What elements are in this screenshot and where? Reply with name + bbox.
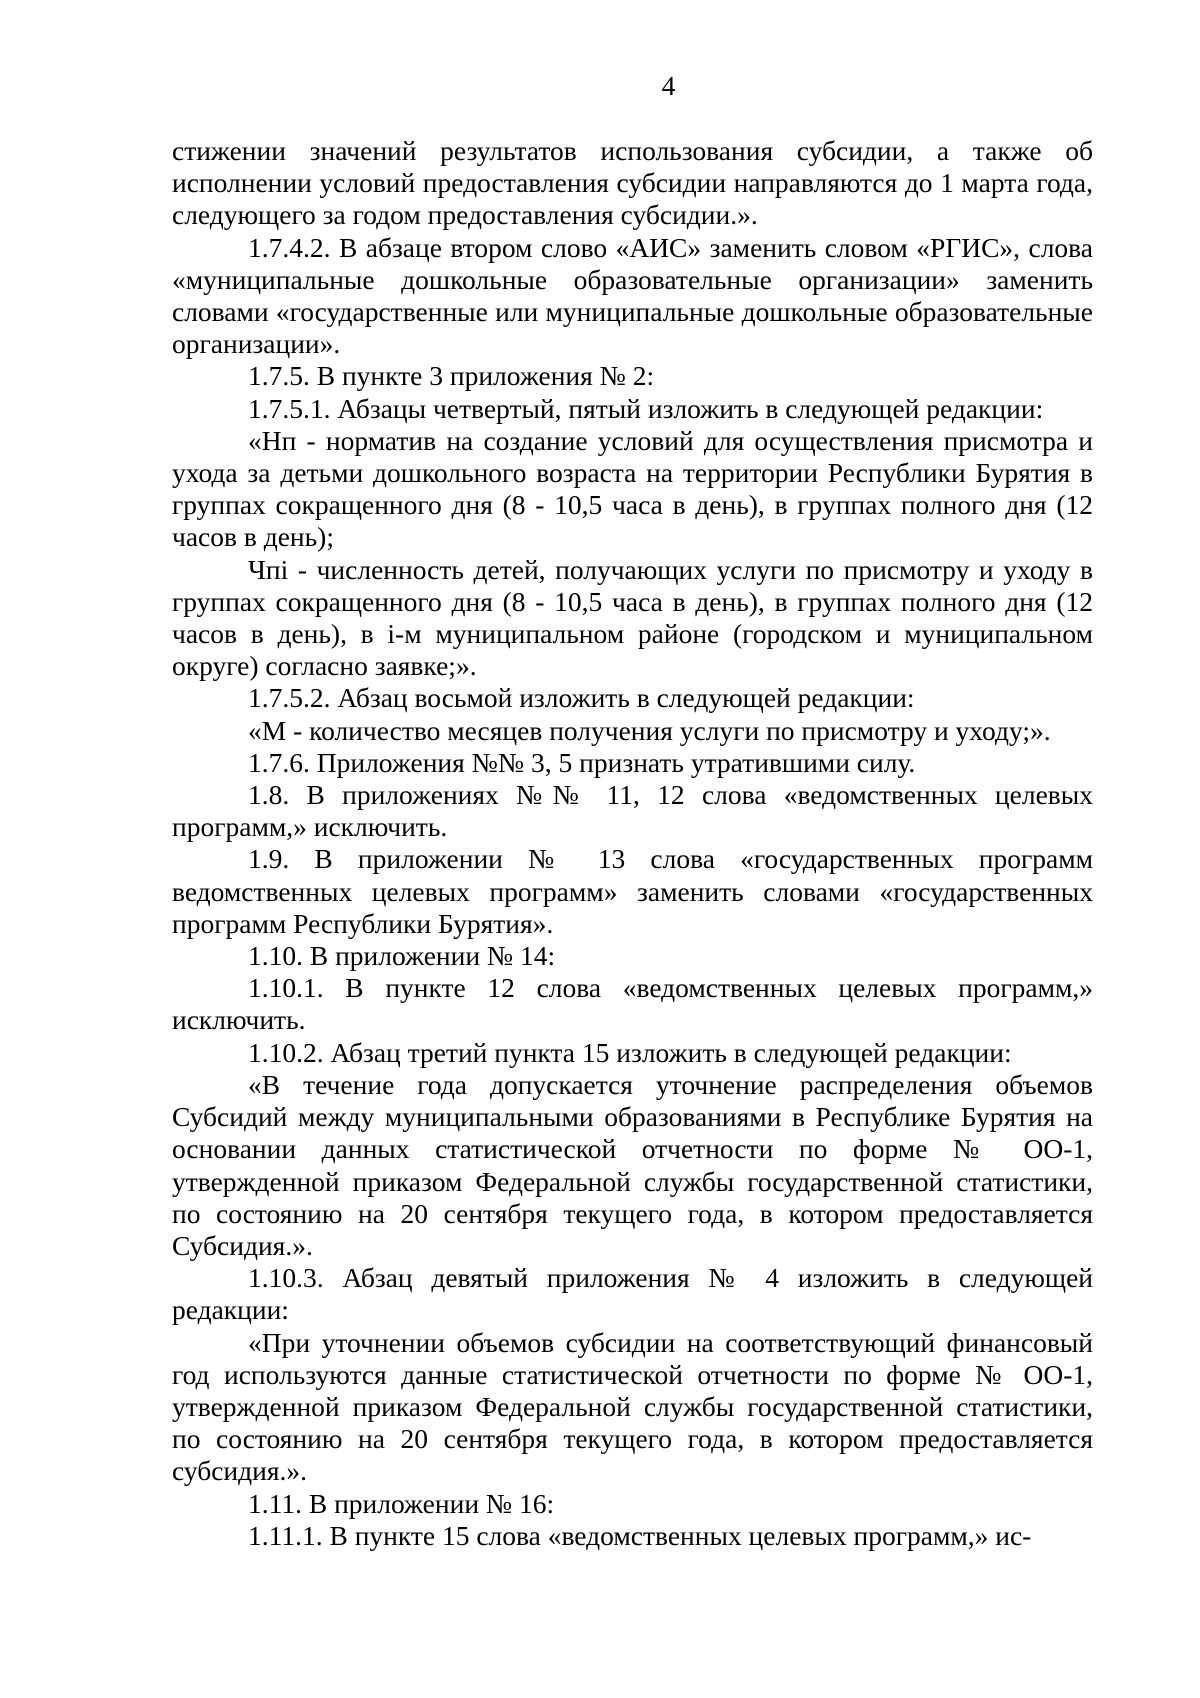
paragraph-1-11-1: 1.11.1. В пункте 15 слова «ведомственных целевых программ,» ис-: [248, 1519, 1032, 1551]
paragraph-1-7-5: 1.7.5. В пункте 3 приложения № 2:: [248, 360, 655, 392]
paragraph-quote-np: «Нп - норматив на создание условий для осуществления присмотра и ухода за детьми дошкольного возраста на территории Республики Бурятия в группах сокращенного дня (8 - 10,5 часа в день), в группах полного дня (12 часов в день);: [172, 424, 1093, 553]
document-body: [172, 135, 1093, 1552]
paragraph-quote-chpi: Чпi - численность детей, получающих услуги по присмотру и уходу в группах сокращенного дня (8 - 10,5 часа в день), в группах полного дня (12 часов в день), в i-м муниципальном районе (городском и муниципальном округе) согласно заявке;».: [172, 553, 1093, 682]
paragraph-1-7-4-2: 1.7.4.2. В абзаце втором слово «АИС» заменить словом «РГИС», слова «муниципальные дошкольные образовательные организации» заменить словами «государственные или муниципальные дошкольные образовательные организации».: [172, 231, 1093, 360]
paragraph-1-10-1: 1.10.1. В пункте 12 слова «ведомственных целевых программ,» исключить.: [172, 972, 1093, 1036]
paragraph-quote-subsidy-distribution: «В течение года допускается уточнение распределения объемов Субсидий между муниципальными образованиями в Республике Бурятия на основании данных статистической отчетности по форме № ОО-1, утвержденной приказом Федеральной службы государственной статистики, по состоянию на 20 сентября текущего года, в котором предоставляется Субсидия.».: [172, 1068, 1093, 1261]
page-number: 4: [661, 70, 676, 101]
paragraph-1-10: 1.10. В приложении № 14:: [248, 940, 556, 972]
paragraph-1-8: 1.8. В приложениях №№ 11, 12 слова «ведомственных целевых программ,» исключить.: [172, 779, 1093, 843]
paragraph-quote-subsidy-clarification: «При уточнении объемов субсидии на соответствующий финансовый год используются данные статистической отчетности по форме № ОО-1, утвержденной приказом Федеральной службы государственной статистики, по состоянию на 20 сентября текущего года, в котором предоставляется субсидия.».: [172, 1326, 1093, 1487]
paragraph-1-7-5-1: 1.7.5.1. Абзацы четвертый, пятый изложить в следующей редакции:: [248, 392, 1044, 424]
paragraph-1-10-3: 1.10.3. Абзац девятый приложения № 4 изложить в следующей редакции:: [172, 1262, 1093, 1326]
paragraph-continuation: стижении значений результатов использования субсидии, а также об исполнении условий предоставления субсидии направляются до 1 марта года, следующего за годом предоставления субсидии.».: [172, 135, 1093, 231]
paragraph-1-11: 1.11. В приложении № 16:: [248, 1487, 555, 1519]
paragraph-quote-m: «М - количество месяцев получения услуги по присмотру и уходу;».: [248, 714, 1051, 746]
paragraph-1-10-2: 1.10.2. Абзац третий пункта 15 изложить в следующей редакции:: [248, 1036, 1012, 1068]
paragraph-1-9: 1.9. В приложении № 13 слова «государственных программ ведомственных целевых программ» заменить словами «государственных программ Республики Бурятия».: [172, 843, 1093, 939]
paragraph-1-7-5-2: 1.7.5.2. Абзац восьмой изложить в следующей редакции:: [248, 682, 915, 714]
paragraph-1-7-6: 1.7.6. Приложения №№ 3, 5 признать утратившими силу.: [248, 746, 916, 778]
